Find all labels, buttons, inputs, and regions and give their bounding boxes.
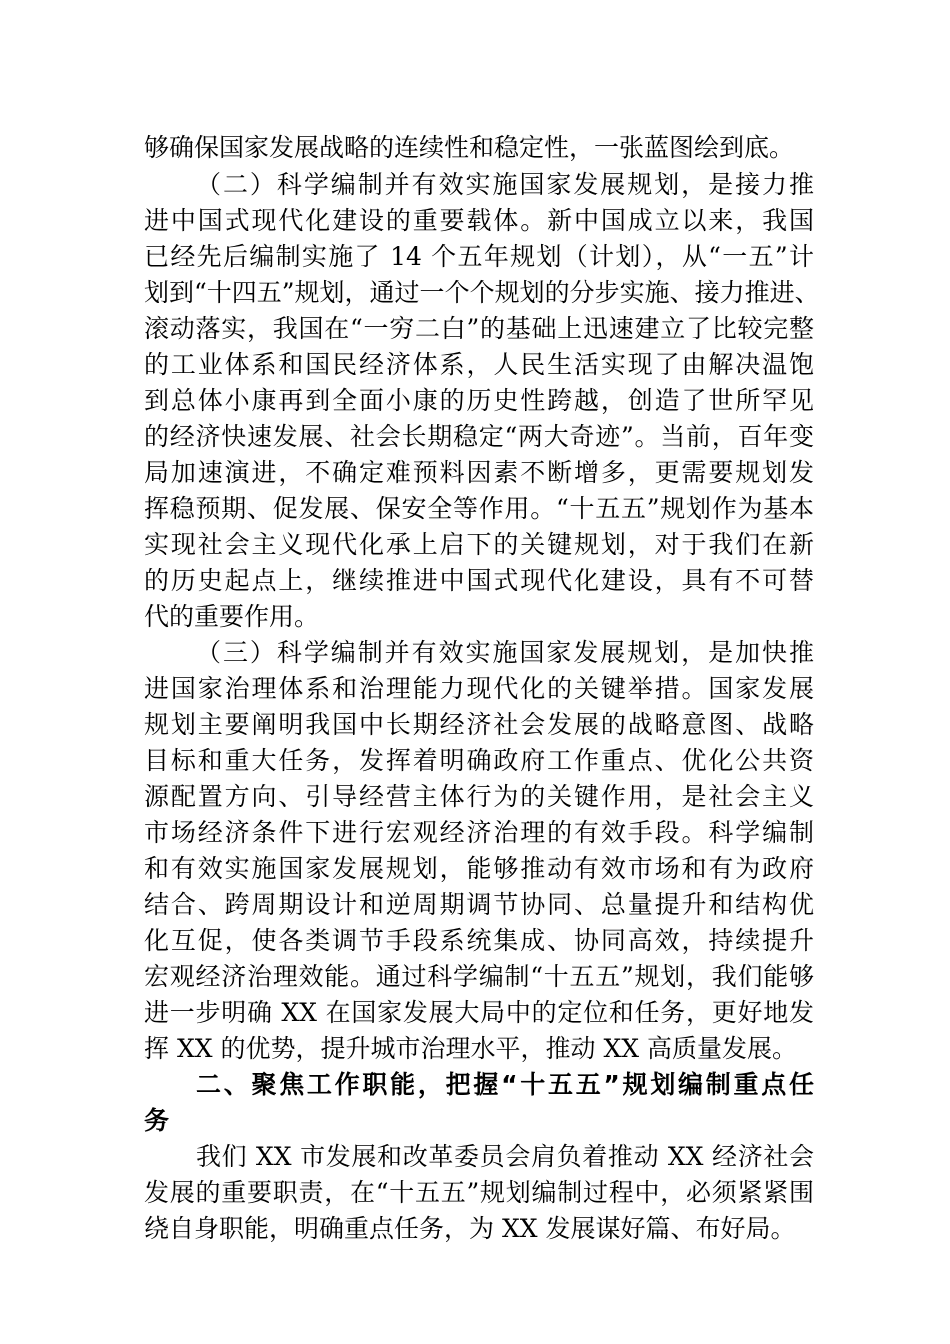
text-line: 进国家治理体系和治理能力现代化的关键举措。国家发展 [144,674,814,703]
text-line: 已经先后编制实施了 14 个五年规划（计划），从“一五”计 [144,242,814,271]
section-heading: 二、聚焦工作职能，把握“十五五”规划编制重点任 [196,1070,814,1099]
text-line: 划到“十四五”规划，通过一个个规划的分步实施、接力推进、 [144,278,820,307]
text-line: 挥稳预期、促发展、保安全等作用。“十五五”规划作为基本 [144,494,814,523]
text-line: 代的重要作用。 [144,602,320,631]
text-line: 目标和重大任务，发挥着明确政府工作重点、优化公共资 [144,746,814,775]
text-line: 的历史起点上，继续推进中国式现代化建设，具有不可替 [144,566,814,595]
text-line: 实现社会主义现代化承上启下的关键规划，对于我们在新 [144,530,814,559]
text-line: 进一步明确 XX 在国家发展大局中的定位和任务，更好地发 [144,998,814,1027]
section-heading-continued: 务 [144,1106,170,1135]
text-line: 进中国式现代化建设的重要载体。新中国成立以来，我国 [144,206,814,235]
text-line: 够确保国家发展战略的连续性和稳定性，一张蓝图绘到底。 [144,133,795,162]
text-line: 的经济快速发展、社会长期稳定“两大奇迹”。当前，百年变 [144,422,814,451]
text-line: 的工业体系和国民经济体系，人民生活实现了由解决温饱 [144,350,814,379]
text-line: 规划主要阐明我国中长期经济社会发展的战略意图、战略 [144,710,814,739]
text-line: 结合、跨周期设计和逆周期调节协同、总量提升和结构优 [144,890,814,919]
text-line: 化互促，使各类调节手段系统集成、协同高效，持续提升 [144,926,814,955]
text-line: 滚动落实，我国在“一穷二白”的基础上迅速建立了比较完整 [144,314,814,343]
text-line: 源配置方向、引导经营主体行为的关键作用，是社会主义 [144,782,814,811]
paragraph-2-first-line: （二）科学编制并有效实施国家发展规划，是接力推 [196,170,814,199]
text-line: 和有效实施国家发展规划，能够推动有效市场和有为政府 [144,854,814,883]
text-line: 到总体小康再到全面小康的历史性跨越，创造了世所罕见 [144,386,814,415]
paragraph-4-first-line: 我们 XX 市发展和改革委员会肩负着推动 XX 经济社会 [196,1142,814,1171]
text-line: 宏观经济治理效能。通过科学编制“十五五”规划，我们能够 [144,962,814,991]
text-line: 市场经济条件下进行宏观经济治理的有效手段。科学编制 [144,818,814,847]
paragraph-3-first-line: （三）科学编制并有效实施国家发展规划，是加快推 [196,638,814,667]
text-line: 发展的重要职责，在“十五五”规划编制过程中，必须紧紧围 [144,1178,814,1207]
text-line: 挥 XX 的优势，提升城市治理水平，推动 XX 高质量发展。 [144,1034,797,1063]
text-line: 绕自身职能，明确重点任务，为 XX 发展谋好篇、布好局。 [144,1214,796,1243]
text-line: 局加速演进，不确定难预料因素不断增多，更需要规划发 [144,458,814,487]
